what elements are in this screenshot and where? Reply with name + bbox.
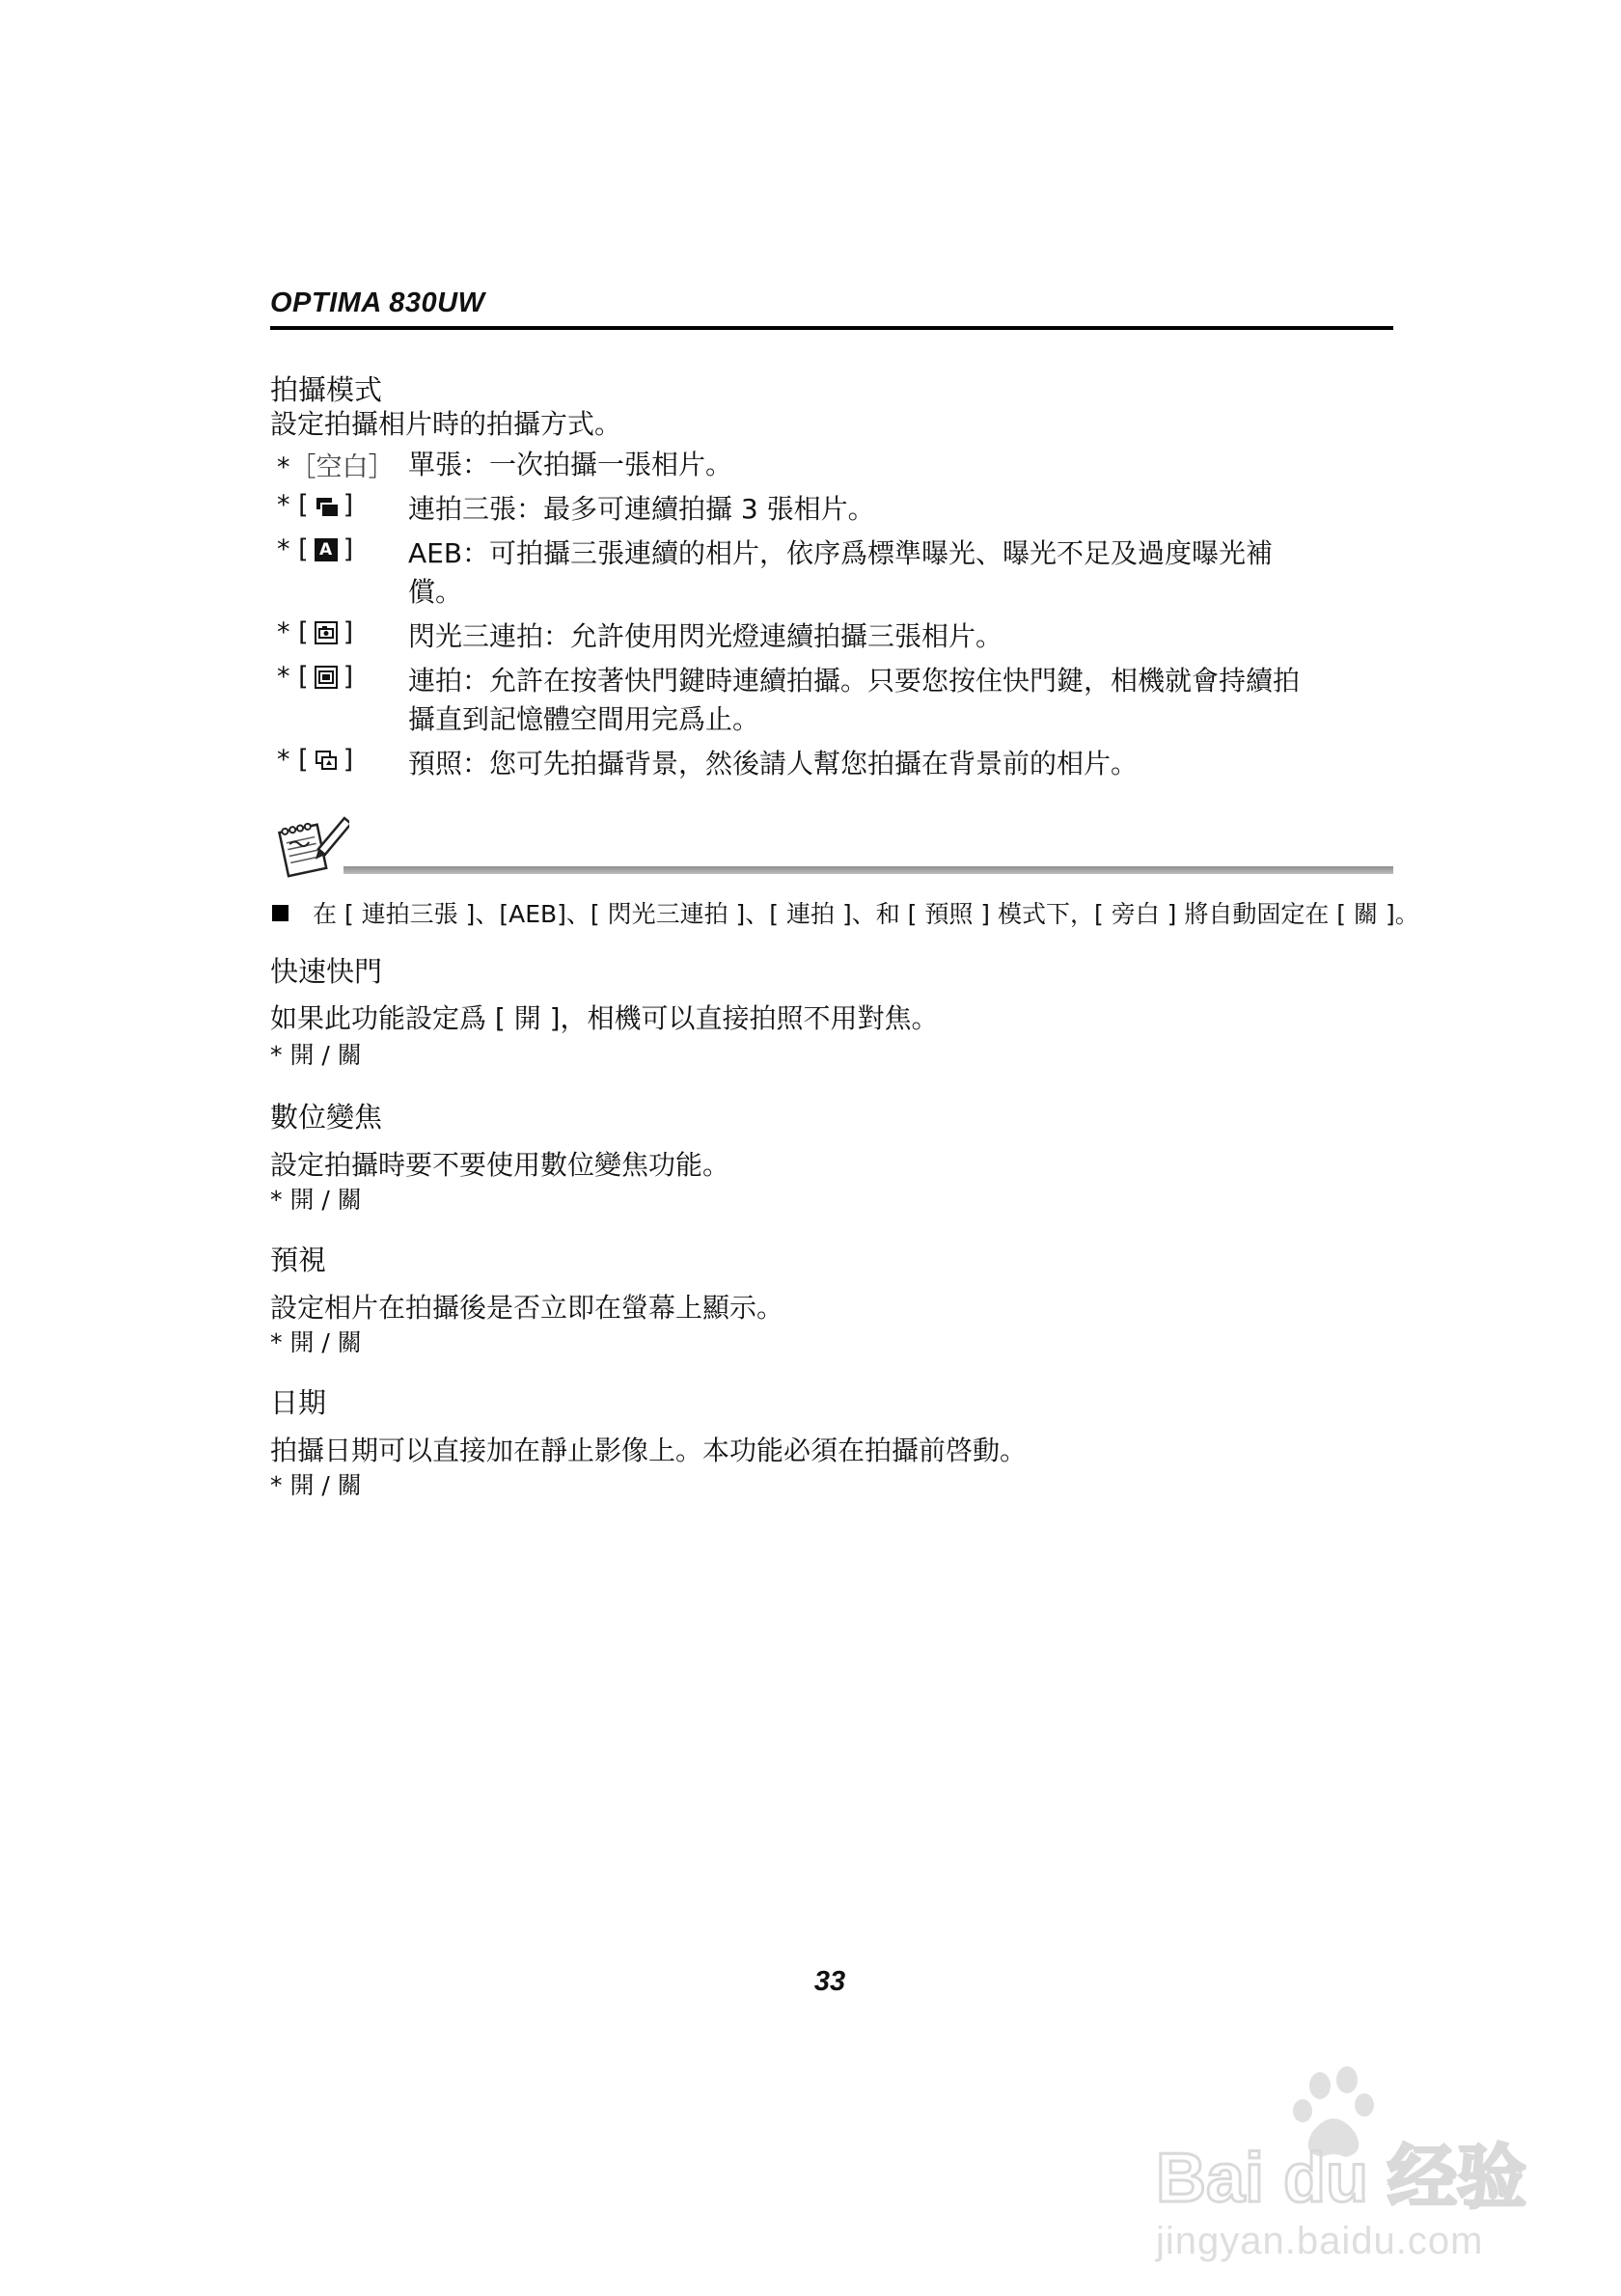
mode-description: 閃光三連拍：允許使用閃光燈連續拍攝三張相片。 — [408, 620, 1003, 652]
section-heading: 快速快門 — [270, 955, 383, 988]
mode-key: * [ ] — [277, 662, 354, 692]
section-options: * 開 / 關 — [270, 1471, 362, 1499]
mode-item-flash-continuous — [277, 617, 1387, 656]
bullet-square-icon — [272, 905, 288, 921]
header-rule — [270, 326, 1393, 330]
note-text: 在 [ 連拍三張 ]、[AEB]、[ 閃光三連拍 ]、[ 連拍 ]、和 [ 預照 ] 模式下，[ 旁白 ] 將自動固定在 [ 關 ]。 — [313, 900, 1419, 928]
baidu-watermark — [1148, 2064, 1553, 2267]
watermark-url: jingyan.baidu.com — [1156, 2220, 1484, 2262]
section-description: 設定拍攝時要不要使用數位變焦功能。 — [270, 1149, 730, 1181]
mode-description: 單張：一次拍攝一張相片。 — [408, 449, 733, 480]
section-heading: 數位變焦 — [270, 1101, 383, 1134]
mode-key: * [ ] — [277, 745, 354, 775]
mode-description: AEB：可拍攝三張連續的相片，依序爲標準曝光、曝光不足及過度曝光補 償。 — [408, 537, 1274, 608]
mode-key: *［ 空白 ］ — [277, 446, 395, 483]
mode-key: * [ ] — [277, 617, 354, 647]
mode-description: 預照：您可先拍攝背景，然後請人幫您拍攝在背景前的相片。 — [408, 748, 1139, 779]
note-item — [272, 895, 1419, 930]
aeb-icon: A — [315, 538, 338, 561]
continuous-three-icon — [315, 494, 338, 517]
mode-key: * [ A ] — [277, 534, 354, 564]
section-options: * 開 / 關 — [270, 1041, 362, 1069]
capture-mode-heading: 拍攝模式 — [270, 373, 383, 406]
note-rule — [343, 866, 1393, 874]
section-options: * 開 / 關 — [270, 1186, 362, 1214]
section-options: * 開 / 關 — [270, 1328, 362, 1356]
watermark-logo-text: Bai du 经验 — [1156, 2140, 1527, 2217]
mode-key-label: 空白 — [316, 452, 369, 482]
notepad-pencil-icon — [272, 812, 349, 882]
mode-item-continuous-shot — [277, 662, 1387, 735]
section-description: 設定相片在拍攝後是否立即在螢幕上顯示。 — [270, 1292, 784, 1324]
mode-key: * [ ] — [277, 490, 354, 520]
mode-item-aeb — [277, 534, 1387, 608]
page-number: 33 — [813, 1966, 846, 1997]
continuous-shot-icon — [315, 666, 338, 689]
header-title: OPTIMA 830UW — [270, 287, 485, 318]
section-description: 如果此功能設定爲 [ 開 ]，相機可以直接拍照不用對焦。 — [270, 1002, 939, 1034]
pre-shot-icon — [315, 749, 338, 772]
mode-item-single — [277, 446, 1387, 484]
capture-mode-description: 設定拍攝相片時的拍攝方式。 — [270, 408, 622, 440]
mode-description: 連拍：允許在按著快門鍵時連續拍攝。只要您按住快門鍵，相機就會持續拍 攝直到記憶體空間用完爲止。 — [408, 665, 1301, 735]
section-heading: 預視 — [270, 1244, 327, 1276]
mode-item-pre-shot — [277, 745, 1387, 783]
mode-item-continuous-three — [277, 490, 1387, 529]
flash-continuous-icon — [315, 621, 338, 644]
mode-description: 連拍三張：最多可連續拍攝 3 張相片。 — [408, 493, 875, 525]
section-description: 拍攝日期可以直接加在靜止影像上。本功能必須在拍攝前啓動。 — [270, 1435, 1028, 1466]
section-heading: 日期 — [270, 1386, 327, 1419]
